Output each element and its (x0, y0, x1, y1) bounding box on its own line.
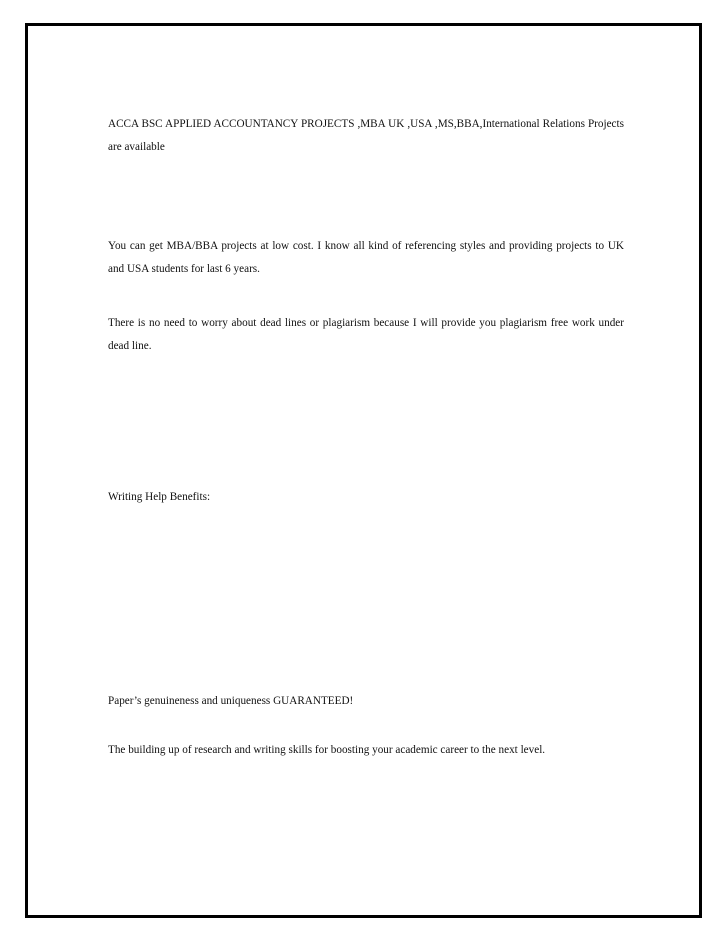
skills-paragraph: The building up of research and writing skills for boosting your academic career to the next level. (108, 744, 546, 756)
guarantee-paragraph: Paper’s genuineness and uniqueness GUARANTEED! (108, 695, 354, 707)
deadlines-paragraph: There is no need to worry about dead lines or plagiarism because I will provide you plagiarism free work under dead line. (108, 317, 624, 352)
low-cost-paragraph: You can get MBA/BBA projects at low cost. I know all kind of referencing styles and providing projects to UK and USA students for last 6 years. (108, 240, 624, 275)
document-page (25, 23, 702, 918)
intro-paragraph: ACCA BSC APPLIED ACCOUNTANCY PROJECTS ,MBA UK ,USA ,MS,BBA,International Relations Projects are available (108, 118, 624, 153)
benefits-heading: Writing Help Benefits: (108, 491, 211, 503)
